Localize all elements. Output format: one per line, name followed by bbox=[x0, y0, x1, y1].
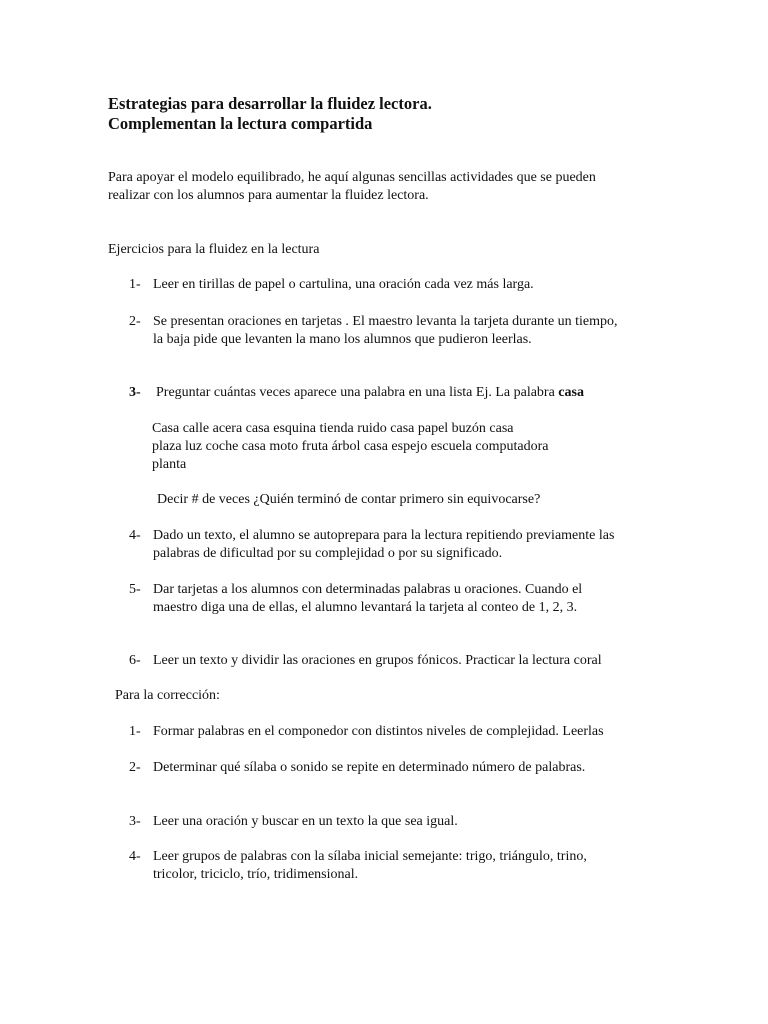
word-list-line-2: plaza luz coche casa moto fruta árbol casa espejo escuela computadora bbox=[152, 439, 549, 454]
list-item-number: 3- bbox=[129, 385, 141, 400]
word-list-line-1: Casa calle acera casa esquina tienda ruido casa papel buzón casa bbox=[152, 421, 514, 436]
list-item-number: 2- bbox=[129, 760, 141, 775]
list-item-number: 2- bbox=[129, 314, 141, 329]
list-item-text-continued: tricolor, triciclo, trío, tridimensional. bbox=[153, 867, 359, 882]
list-item-text-continued: maestro diga una de ellas, el alumno levantará la tarjeta al conteo de 1, 2, 3. bbox=[153, 600, 578, 615]
list-item-text: Leer en tirillas de papel o cartulina, una oración cada vez más larga. bbox=[153, 277, 534, 292]
document-title-line-2: Complementan la lectura compartida bbox=[108, 114, 373, 133]
list-item-number: 4- bbox=[129, 849, 141, 864]
list-item-number: 1- bbox=[129, 724, 141, 739]
intro-line-1: Para apoyar el modelo equilibrado, he aquí algunas sencillas actividades que se pueden bbox=[108, 170, 596, 185]
list-item-text: Leer grupos de palabras con la sílaba inicial semejante: trigo, triángulo, trino, bbox=[153, 849, 587, 864]
list-item-number: 6- bbox=[129, 653, 141, 668]
list-item-text: Leer una oración y buscar en un texto la que sea igual. bbox=[153, 814, 458, 829]
list-item-number: 4- bbox=[129, 528, 141, 543]
document-title-line-1: Estrategias para desarrollar la fluidez lectora. bbox=[108, 94, 432, 113]
word-list-line-3: planta bbox=[152, 457, 187, 472]
list-item-text: Determinar qué sílaba o sonido se repite en determinado número de palabras. bbox=[153, 760, 586, 775]
list-item-text-main: Preguntar cuántas veces aparece una palabra en una lista Ej. La palabra bbox=[156, 385, 559, 400]
list-item-text: Leer un texto y dividir las oraciones en grupos fónicos. Practicar la lectura coral bbox=[153, 653, 602, 668]
list-item-text-continued: palabras de dificultad por su complejidad o por su significado. bbox=[153, 546, 503, 561]
list-item-text: Dado un texto, el alumno se autoprepara para la lectura repitiendo previamente las bbox=[153, 528, 615, 543]
list-item-text: Formar palabras en el componedor con distintos niveles de complejidad. Leerlas bbox=[153, 724, 604, 739]
intro-line-2: realizar con los alumnos para aumentar la fluidez lectora. bbox=[108, 188, 429, 203]
list-item-text bbox=[156, 384, 584, 402]
list-item-text: Se presentan oraciones en tarjetas . El maestro levanta la tarjeta durante un tiempo, bbox=[153, 314, 618, 329]
list-item-number: 1- bbox=[129, 277, 141, 292]
list-item-text-continued: la baja pide que levanten la mano los alumnos que pudieron leerlas. bbox=[153, 332, 532, 347]
list-item-text: Dar tarjetas a los alumnos con determinadas palabras u oraciones. Cuando el bbox=[153, 582, 583, 597]
count-question: Decir # de veces ¿Quién terminó de contar primero sin equivocarse? bbox=[157, 492, 541, 507]
list-item-number: 5- bbox=[129, 582, 141, 597]
section-heading-exercises: Ejercicios para la fluidez en la lectura bbox=[108, 242, 320, 257]
list-item-number: 3- bbox=[129, 814, 141, 829]
section-heading-correction: Para la corrección: bbox=[115, 688, 220, 703]
highlighted-word: casa bbox=[558, 385, 584, 400]
